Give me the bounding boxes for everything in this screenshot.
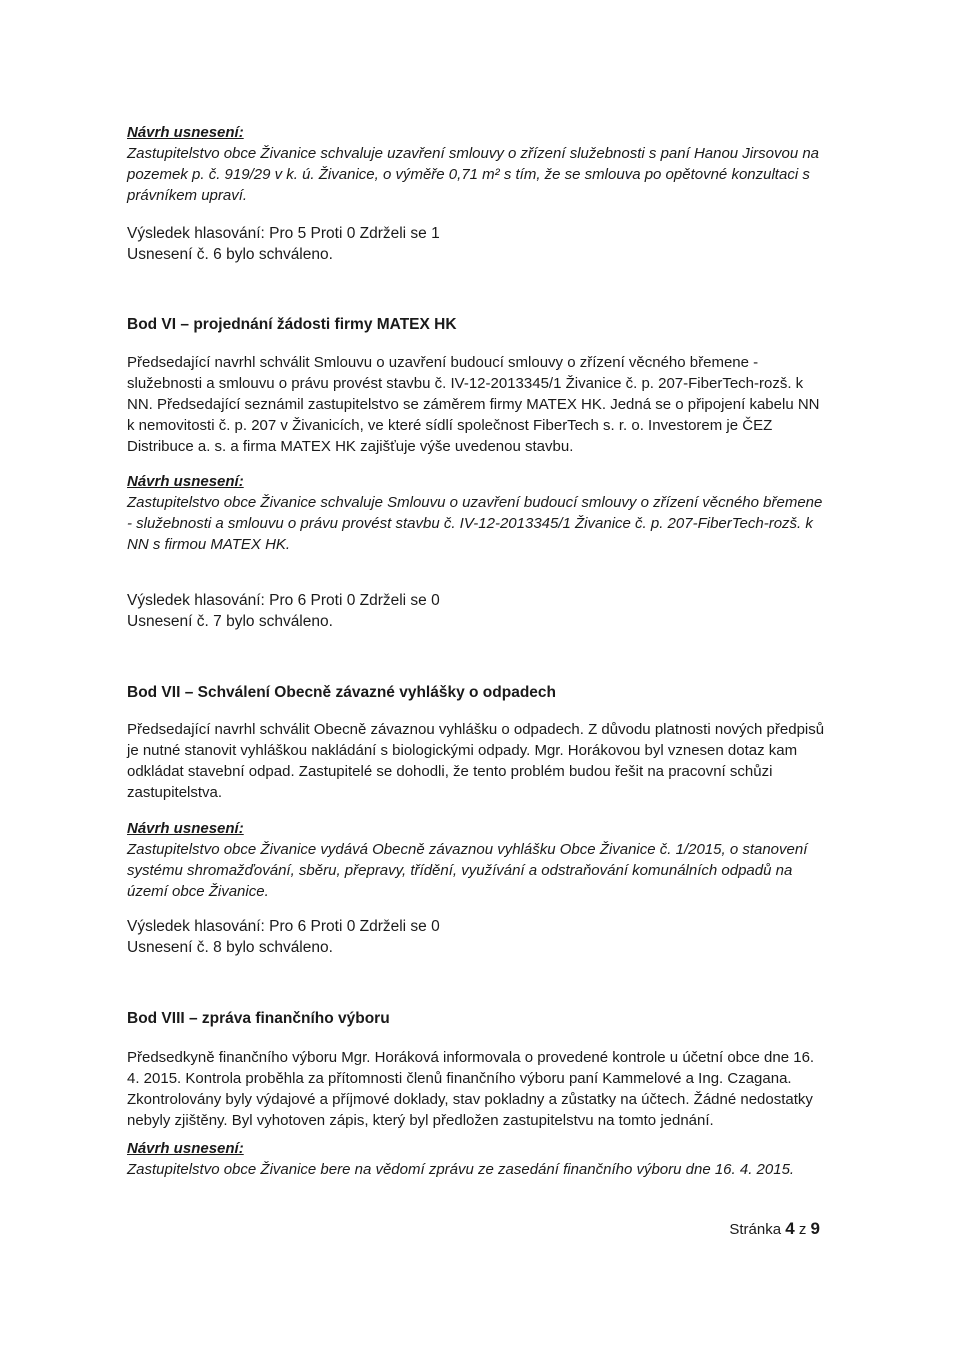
vote-block-2 <box>127 590 827 632</box>
heading-bod-viii <box>127 1010 827 1028</box>
vote-block-1 <box>127 223 827 265</box>
heading-bod-vi <box>127 316 827 334</box>
resolution-block-1 <box>127 124 827 206</box>
resolution-block-2 <box>127 473 827 555</box>
resolution-block-4 <box>127 1140 827 1180</box>
resolution-label: Návrh usnesení: <box>127 473 244 490</box>
section-heading: Bod VII – Schválení Obecně závazné vyhlášky o odpadech <box>127 684 556 701</box>
resolution-status: Usnesení č. 8 bylo schváleno. <box>127 939 333 956</box>
resolution-status: Usnesení č. 6 bylo schváleno. <box>127 246 333 263</box>
resolution-text: Zastupitelstvo obce Živanice vydává Obecně závaznou vyhlášku Obce Živanice č. 1/2015, o stanovení systému shromažďování, sběru, přepravy, třídění, využívání a odstraňování komunálních odpadů na území obce Živanice. <box>127 841 808 900</box>
vote-result: Výsledek hlasování: Pro 6 Proti 0 Zdrželi se 0 <box>127 918 440 935</box>
resolution-text: Zastupitelstvo obce Živanice bere na vědomí zprávu ze zasedání finančního výboru dne 16. 4. 2015. <box>127 1161 795 1178</box>
body-text: Předsedkyně finančního výboru Mgr. Horáková informovala o provedené kontrole u účetní obce dne 16. 4. 2015. Kontrola proběhla za přítomnosti členů finančního výboru paní Kammelové a Ing. Czagana. Zkontrolovány byly výdajové a příjmové doklady, stav pokladny a zůstatky na účtech. Žádné nedostatky nebyly zjištěny. Byl vyhotoven zápis, který byl předložen zastupitelstvu na tomto jednání. <box>127 1049 815 1129</box>
vote-result: Výsledek hlasování: Pro 5 Proti 0 Zdrželi se 1 <box>127 225 440 242</box>
body-bod-vii <box>127 719 827 803</box>
page-number <box>729 1219 820 1239</box>
resolution-text: Zastupitelstvo obce Živanice schvaluje uzavření smlouvy o zřízení služebnosti s paní Hanou Jirsovou na pozemek p. č. 919/29 v k. ú. Živanice, o výměře 0,71 m² s tím, že se smlouva po opětovné konzultaci s právníkem upraví. <box>127 145 820 204</box>
page-label: Stránka <box>729 1221 782 1238</box>
resolution-label: Návrh usnesení: <box>127 820 244 837</box>
section-heading: Bod VI – projednání žádosti firmy MATEX HK <box>127 316 457 333</box>
body-text: Předsedající navrhl schválit Obecně závaznou vyhlášku o odpadech. Z důvodu platnosti nových předpisů je nutné stanovit vyhláškou nakládání s biologickými odpady. Mgr. Horákovou byl vznesen dotaz kam odkládat stavební odpad. Zastupitelé se dohodli, že tento problém budou řešit na pracovní schůzi zastupitelstva. <box>127 721 825 801</box>
page-separator: z <box>798 1221 807 1238</box>
body-bod-viii <box>127 1047 827 1131</box>
vote-block-3 <box>127 916 827 958</box>
resolution-status: Usnesení č. 7 bylo schváleno. <box>127 613 333 630</box>
resolution-block-3 <box>127 820 827 902</box>
section-heading: Bod VIII – zpráva finančního výboru <box>127 1010 390 1027</box>
current-page: 4 <box>785 1219 795 1238</box>
body-bod-vi <box>127 352 827 457</box>
resolution-label: Návrh usnesení: <box>127 1140 244 1157</box>
body-text: Předsedající navrhl schválit Smlouvu o uzavření budoucí smlouvy o zřízení věcného břemene - služebnosti a smlouvu o právu provést stavbu č. IV-12-2013345/1 Živanice č. p. 207-FiberTech-rozš. k NN. Předsedající seznámil zastupitelstvo se záměrem firmy MATEX HK. Jedná se o připojení kabelu NN k nemovitosti č. p. 207 v Živanicích, ve které sídlí společnost FiberTech s. r. o. Investorem je ČEZ Distribuce a. s. a firma MATEX HK zajišťuje výše uvedenou stavbu. <box>127 354 820 455</box>
heading-bod-vii <box>127 684 827 702</box>
total-pages: 9 <box>810 1219 820 1238</box>
resolution-text: Zastupitelstvo obce Živanice schvaluje Smlouvu o uzavření budoucí smlouvy o zřízení věcného břemene - služebnosti a smlouvu o právu provést stavbu č. IV-12-2013345/1 Živanice č. p. 207-FiberTech-rozš. k NN s firmou MATEX HK. <box>127 494 823 553</box>
resolution-label: Návrh usnesení: <box>127 124 244 141</box>
vote-result: Výsledek hlasování: Pro 6 Proti 0 Zdrželi se 0 <box>127 592 440 609</box>
